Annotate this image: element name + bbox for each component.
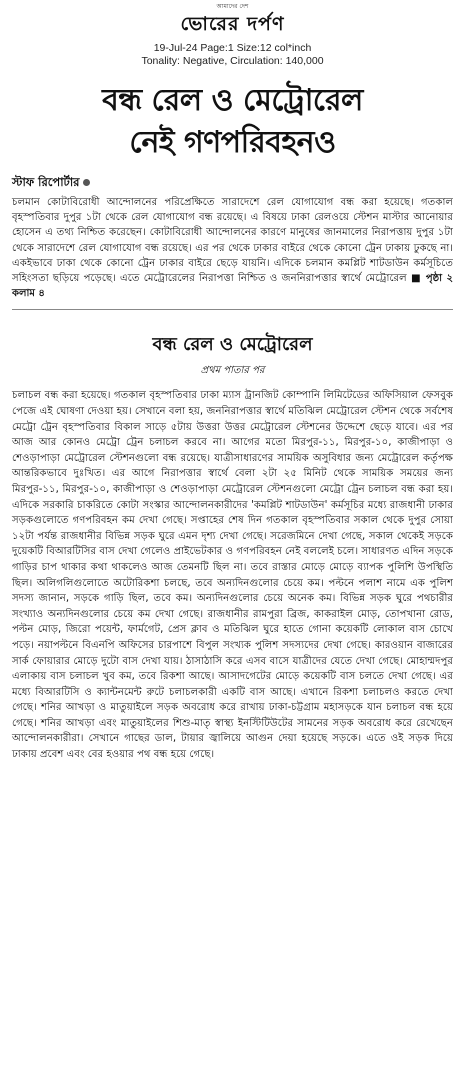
continued-marker: ■ পৃষ্ঠা ২ কলাম ৪ bbox=[12, 273, 453, 300]
continued-label: পৃষ্ঠা ২ কলাম ৪ bbox=[12, 273, 453, 300]
clipping-meta-tonality: Tonality: Negative, Circulation: 140,000 bbox=[141, 55, 324, 67]
jump-paragraph: চলাচল বন্ধ করা হয়েছে। গতকাল বৃহস্পতিবার ঢাকা ম্যাস ট্রানজিট কোম্পানি লিমিটেডের অফিসিয়াল ফেসবুক পেজে এই ঘোষণা দেওয়া হয়। সেখানে বলা হয়, জননিরাপত্তার স্বার্থে মতিঝিল মেট্রোরেল স্টেশন থেকে সর্বশেষ মেট্রো ট্রেন বৃহস্পতিবার বিকাল সাড়ে ৫টায় উত্তরা উত্তর মেট্রোরেল স্টেশনের উদ্দেশে ছেড়ে যাবে। এর পর আজ আর কোনও মেট্রো ট্রেন চলাচল করবে না। আগের মতো মিরপুর-১১, মিরপুর-১০, কাজীপাড়া ও শেওড়াপাড়া মেট্রোরেল স্টেশনগুলো বন্ধ রয়েছে। যাত্রীসাধারণের সাময়িক অসুবিধার জন্য মেট্রোরেল কর্তৃপক্ষ আন্তরিকভাবে দুঃখিত। এর আগে নিরাপত্তার স্বার্থে বেলা ২টা ২৫ মিনিট থেকে সাময়িক সময়ের জন্য মিরপুর-১১, মিরপুর-১০, কাজীপাড়া ও শেওড়াপাড়া মেট্রোরেল স্টেশনগুলো মেট্রো ট্রেন চলাচল বন্ধ করা হয়। এদিকে সরকারি চাকরিতে কোটা সংস্কার আন্দোলনকারীদের 'কমপ্লিট শাটডাউন' কর্মসূচির মধ্যে রাজধানী ঢাকার সড়কগুলোতে গণপরিবহন কম দেখা গেছে। সপ্তাহের শেষ দিন গতকাল বৃহস্পতিবার সকাল থেকে দুপুর সোয়া ১২টা পর্যন্ত রাজধানীর বিভিন্ন সড়ক ঘুরে এমন দৃশ্য দেখা গেছে। সরেজমিনে দেখা গেছে, সকাল থেকেই সড়কে দুয়েকটি বিআরটিসির বাস দেখা গেলেও প্রাইভেটকার ও গণপরিবহন নেই বললেই চলে। সাধারণত এদিন সড়কে গাড়ির চাপ থাকার কথা থাকলেও আজ তেমনটি ছিল না। তবে রাস্তার মোড়ে মোড়ে ব্যাপক পুলিশি উপস্থিতি ছিল। অলিগলিগুলোতে অটোরিকশা চলছে, তবে অন্যদিনগুলোর চেয়ে কম। পল্টনে পলাশ নামে এক পুলিশ সদস্য জানান, সড়কে গাড়ি ছিল, তবে কম। অন্যদিনগুলোর চেয়ে অনেক কম। বিভিন্ন সড়ক ঘুরে পথচারীর সংখ্যাও অন্যদিনগুলোর চেয়ে কম দেখা গেছে। রাজধানীর রামপুরা ব্রিজ, কাকরাইল মোড়, তোপখানা রোড, পল্টন মোড়, জিরো পয়েন্ট, ফার্মগেট, প্রেস ক্লাব ও মতিঝিল ঘুরে হাতে গোনা কয়েকটি লোকাল বাস চোখে পড়ে। নয়াপল্টনে বিএনপি অফিসের চারপাশে বিপুল সংখ্যক পুলিশ সদস্যদের দেখা গেছে। কারওয়ান বাজারের সার্ক ফোয়ারার মোড়ে দুটো বাস দেখা যায়। ঠাসাঠাসি করে এসব বাসে যাত্রীদের যেতে দেখা গেছে। মোহাম্মদপুর এলাকায় বাস চলাচল খুব কম, তবে রিকশা আছে। আসাদগেটের মোড়ে কয়েকটি বাস চলতে দেখা গেছে। এর মধ্যে বিআরটিসি ও ক্যান্টনমেন্ট রুটে চলাচলকারী একটি বাস আছে। এখানে রিকশা চলাচলও করতে দেখা গেছে। শনির আখড়া ও মাতুয়াইলে সড়ক অবরোধ করে রাখায় ঢাকা-চট্টগ্রাম মহাসড়কে যান চলাচল বন্ধ হয়ে গেছে। শনির আখড়া এবং মাতুয়াইলের শিশু-মাতৃ স্বাস্থ্য ইনস্টিটিউটের সামনের সড়ক অবরোধ করে রেখেছেন আন্দোলনকারীরা। সেখানে গাছের ডাল, টায়ার জ্বালিয়ে আগুন দেয়া হয়েছে সড়কে। এতে ওই সড়ক দিয়ে ঢাকায় প্রবেশ এবং বের হওয়ার পথ বন্ধ হয়ে গেছে। bbox=[12, 390, 453, 761]
reporter-byline bbox=[12, 174, 453, 193]
masthead bbox=[0, 0, 465, 68]
newspaper-logo: ভোরের দর্পণ bbox=[180, 13, 285, 35]
logo-tagline: আমাদের দেশ bbox=[216, 3, 249, 10]
jump-headline: বন্ধ রেল ও মেট্রোরেল bbox=[152, 334, 313, 356]
headline-line-2: নেই গণপরিবহনও bbox=[129, 125, 336, 160]
jump-subhead: প্রথম পাতার পর bbox=[200, 365, 265, 377]
headline-line-1: বন্ধ রেল ও মেট্রোরেল bbox=[102, 83, 363, 118]
lead-paragraph bbox=[12, 195, 453, 301]
section-divider bbox=[12, 309, 453, 310]
clipping-meta-date-size: 19-Jul-24 Page:1 Size:12 col*inch bbox=[153, 42, 312, 54]
bullet-icon bbox=[83, 179, 90, 186]
jump-section bbox=[12, 388, 453, 762]
lead-text: চলমান কোটাবিরোধী আন্দোলনের পরিপ্রেক্ষিতে সারাদেশে রেল যোগাযোগ বন্ধ করা হয়েছে। গতকাল বৃহস্পতিবার দুপুর ১টা থেকে রেল যোগাযোগ বন্ধ রয়েছে। এ বিষয়ে ঢাকা রেলওয়ে স্টেশন মাস্টার আনোয়ার হোসেন এ তথ্য নিশ্চিত করেছেন। কোটাবিরোধী আন্দোলনের কারণে মানুষের জানমালের নিরাপত্তায় দুপুর ১টা থেকে সারাদেশে রেল যোগাযোগ বন্ধ রয়েছে। এর পর থেকে ঢাকার বাইরে থেকে কোনো ট্রেন ঢাকায় ঢুকছে না। একইভাবে ঢাকা থেকে কোনো ট্রেন ঢাকার বাইরে ছেড়ে যায়নি। এদিকে চলমান কমপ্লিট শাটডাউন কর্মসূচিতে সহিংসতা ছড়িয়ে পড়েছে। এতে মেট্রোরেলের নিরাপত্তা নিশ্চিত ও জননিরাপত্তার স্বার্থে মেট্রোরেল bbox=[12, 197, 453, 285]
lead-section bbox=[12, 174, 453, 301]
article-headline bbox=[8, 80, 457, 164]
reporter-name: স্টাফ রিপোর্টার bbox=[12, 175, 80, 189]
